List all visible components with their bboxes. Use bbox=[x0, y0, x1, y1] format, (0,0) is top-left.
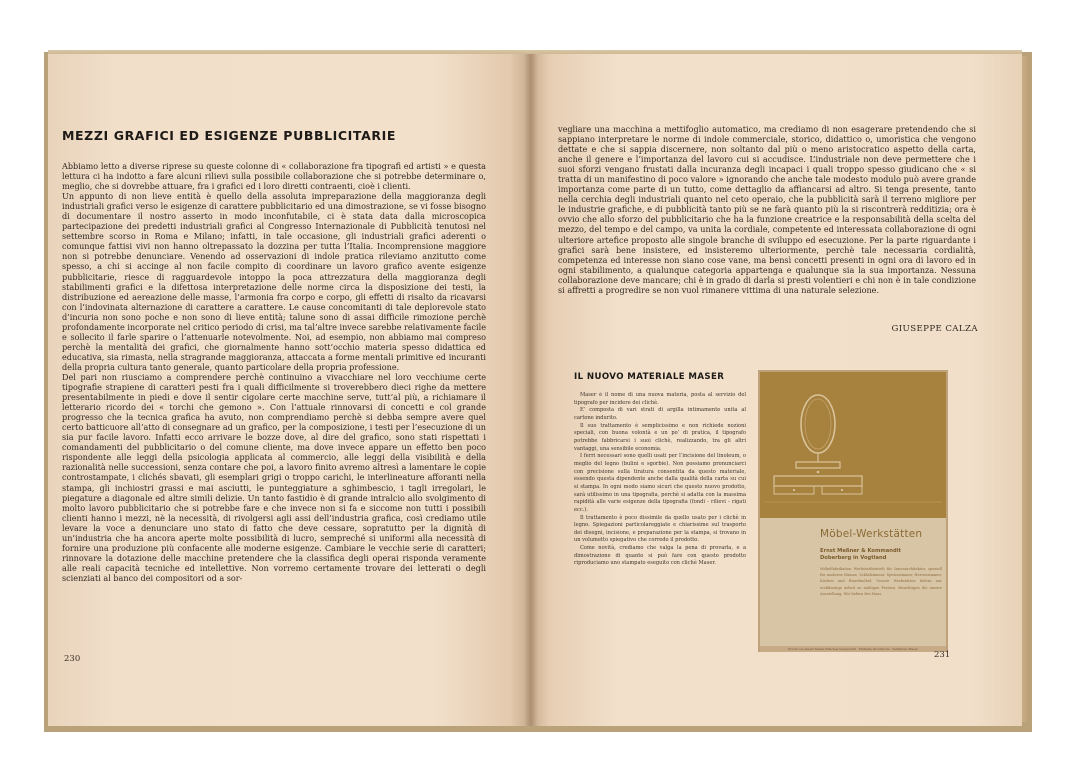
page-number-left: 230 bbox=[64, 654, 81, 664]
article-heading: MEZZI GRAFICI ED ESIGENZE PUBBLICITARIE bbox=[62, 128, 396, 143]
paragraph: Abbiamo letto a diverse riprese su queste colonne di « collaborazione fra tipografi ed artisti » e questa lettura ci ha indotto a fare alcuni rilievi sulla possibile collaborazione che si potrebbe determinare o, meglio, che si dovrebbe attuare, fra i grafici ed i loro diretti contraenti, cioè i clienti. bbox=[62, 161, 486, 192]
paragraph: Come novità, crediamo che valga la pena di provarla, e a dimostrazione di quanto si può fare con questo prodotto riproduciamo uno stampato eseguito con clichè Maser. bbox=[574, 545, 746, 567]
article-body-left bbox=[62, 161, 486, 707]
maser-article-body bbox=[574, 392, 746, 652]
paragraph: vegliare una macchina a mettifoglio automatico, ma crediamo di non esagerare pretendendo che si sappiano interpretare le norme di indole commerciale, storico, didattico o, umoristica che vengono dettate e che si sappia discernere, non soltanto dal più o meno aristocratico aspetto della carta, anche il genere e l’importanza del lavoro cui si accudisce. L’industriale non deve permettere che i suoi sforzi vengano frustati dalla incuranza degli incapaci i quali troppo spesso giudicano che « si tratta di un manifestino di poco valore » ignorando che anche tale modesto modulo può avere grande importanza come parte di un tutto, come dettaglio da affiancarsi ad altro. Si tenga presente, tanto nella cerchia degli industriali quanto nel ceto operaio, che la pubblicità sarà il terreno migliore per le industrie grafiche, e di pubblicità tanto più se ne farà quanto più la si riscontrerà redditizia; ora è ovvio che allo sforzo del pubblicitario che ha la funzione creatrice e la responsabilità della scelta del mezzo, del tempo e del campo, va unita la cordiale, competente ed interessata collaborazione di ogni ulteriore artefice proposto alle singole branche di sviluppo ed esecuzione. Per la parte riguardante i grafici sarà bene insistere, ed insisteremo ulteriormente, perchè tale necessaria cordialità, competenza ed interesse non siano cose vane, ma bensì concetti presenti in ogni ora di lavoro ed in ogni stabilimento, a qualunque categoria appartenga e qualunque sia la sua importanza. Nessuna collaborazione deve mancare; chi è in grado di darla si presti volentieri e chi non è in tale condizione si affretti a progredire se non vuol rimanere vittima di una naturale selezione. bbox=[558, 124, 976, 295]
article-body-right bbox=[558, 124, 976, 329]
plate-body: Möbelfabrikation Werkstattbetrieb für Innenarchitektur, speziell für moderne Räume, Schlafzimmer, Speisezimmer, Herrenzimmer, Küchen und Einzelmöbel. Unsere Werkstätten liefern nur erstklassige Arbeit zu mäßigen Preisen. Besichtigen Sie unsere Ausstellung. Wir liefern frei Haus. bbox=[820, 567, 942, 596]
author-signature: GIUSEPPE CALZA bbox=[891, 324, 978, 334]
paragraph: Il suo trattamento è semplicissimo e non richiede nozioni speciali, con buona volontà e un po’ di pratica, il tipografo potrebbe fabbricarsi i suoi clichè, realizzando, tra gli altri vantaggi, una sensibile economia. bbox=[574, 422, 746, 452]
plate-company: Ernst Meßner & Kommandit Doberberg in Vogtland bbox=[820, 548, 901, 561]
plate-footer: Druck von einem Maser-Klischee hergestellt · Einfache Druckform · Verfahren Maser bbox=[760, 646, 946, 652]
paragraph: I ferri necessari sono quelli usati per l’incisione del linoleum, o meglio del legno (bulini e sgorbie). Non possiamo pronunciarci con precisione sulla tiratura consentita da questo materiale, essendo questa dipendente anche dalla qualità della carta su cui si stampa. In ogni modo siamo sicuri che questo nuovo prodotto, sarà utilissimo in una tipografia, perchè si adatta con la massima rapidità alle varie esigenze della tipografia (fondi - rilievi - rigati ecc.). bbox=[574, 453, 746, 513]
paragraph: Del pari non riusciamo a comprendere perchè continuino a vivacchiare nel loro vecchiume certe tipografie strapiene di caratteri pesti fra i quali difficilmente si troverebbero dieci righe da mettere presentabilmente in piedi e dove il sentir cigolare certe macchine serve, tutt’al più, a richiamare il letterario ricordo dei « torchi che gemono ». Con l’attuale rinnovarsi di concetti e col grande progresso che la tecnica grafica ha avuto, non comprendiamo perchè si debba sempre avere quel certo batticuore all’atto di consegnare ad un grafico, per la composizione, i testi per l’esecuzione di un sia pur facile lavoro. Infatti ecco arrivare le bozze dove, al dire del grafico, sono stati rispettati i comandamenti del pubblicitario o del comune cliente, ma dove invece appare un effetto ben poco rispondente alle leggi della psicologia applicata al commercio, alle leggi della visibilità e della razionalità nelle successioni, senza contare che poi, a lavoro finito avremo altresì a lamentare le copie controstampate, i clichés sbavati, gli esemplari grigi o troppo carichi, le interlineature afforanti nella stampa, gli inchiostri grassi e mai asciutti, le punteggiature a sghimbescio, i tagli irregolari, le piegature a diagonale ed altre simili delizie. Un tanto fastidio è di grande intralcio allo svolgimento di molto lavoro pubblicitario che si potrebbe fare e che invece non si fa e siccome non tutti i possibili clienti hanno i mezzi, nè la necessità, di rivolgersi agli assi dell’industria grafica, così crediamo utile levare la voce a denunciare uno stato di fatto che deve cessare, sopratutto per la dignità di un’industria che ha ancora aperte molte possibilità di lucro, sempreché si uniformi alla necessità di fornire una produzione più confacente alle moderne esigenze. Cambiare le vecchie serie di caratteri; rinnovare la dotazione delle macchine pretendere che la classifica degli operai risponda veramente alle reali capacità tecniche ed intellettive. Non vorremo certamente trovare dei letterati o degli scienziati al banco dei compositori od a sor- bbox=[62, 371, 486, 583]
paragraph: E’ composta di vari strati di argilla intimamente unita al cartone indurito. bbox=[574, 407, 746, 421]
paragraph: Il trattamento è poco dissimile da quello usato per i clichè in legno. Spiegazioni particolareggiate e chiarissime sul trasporto dei disegni, incisione, e preparazione per la stampa, si trovano in un volumetto spiegativo che corredo il prodotto. bbox=[574, 514, 746, 544]
section-heading: IL NUOVO MATERIALE MASER bbox=[574, 372, 725, 382]
paragraph: Maser è il nome di una nuova materia, posta al servizio del tipografo per incidere dei clichè. bbox=[574, 392, 746, 406]
page-number-right: 231 bbox=[934, 650, 951, 660]
plate-title: Möbel-Werkstätten bbox=[820, 528, 923, 540]
left-page bbox=[48, 54, 530, 726]
plate-text-area bbox=[760, 518, 946, 646]
book-gutter bbox=[524, 54, 538, 726]
maser-print-sample bbox=[758, 370, 948, 652]
right-page bbox=[530, 54, 1022, 726]
paragraph: Un appunto di non lieve entità è quello della assoluta impreparazione della maggioranza degli industriali grafici verso le esigenze di carattere pubblicitario ed una dimostrazione, se vi fosse bisogno di documentare il nostro asserto in modo inconfutabile, ci è stata data dalla microscopica partecipazione dei predetti industriali grafici al Congresso Internazionale di Pubblicità tenutosi nel settembre scorso in Roma e Milano; infatti, in tale occasione, gli industriali grafici aderenti o comunque fattisi vivi non hanno oltrepassato la dozzina per tutta l’Italia. Incomprensione maggiore non si potrebbe denunciare. Venendo ad osservazioni di indole pratica rileviamo anzitutto come spesso, a chi si accinge al non facile compito di coordinare un lavoro grafico avente esigenze pubblicitarie, riesce di ragguardevole intoppo la poca attrezzatura della maggioranza degli stabilimenti grafici e la difettosa interpretazione delle norme circa la disposizione dei testi, la distribuzione ed aereazione delle masse, l’armonia fra corpo e corpo, gli effetti di risalto da ricavarsi con l’indovinata alternazione di carattere a carattere. Le cause concomitanti di tale deplorevole stato d’incuria non sono poche e non sono di lieve entità; talune sono di assai difficile rimozione perchè profondamente incorporate nel critico periodo di crisi, ma tal’altre invece sarebbe relativamente facile e sollecito il farle sparire o l’attenuarle notevolmente. Noi, ad esempio, non abbiamo mai compreso perchè la mentalità dei grafici, che giornalmente hanno sott’occhio materia spesso didattica ed educativa, sia rimasta, nella stragrande maggioranza, attaccata a forme mentali primitive ed incuranti della propria cultura tanto generale, quanto particolare della propria professione. bbox=[62, 191, 486, 372]
plate-artwork bbox=[760, 372, 946, 518]
furniture-mirror-dresser-icon bbox=[760, 372, 946, 518]
